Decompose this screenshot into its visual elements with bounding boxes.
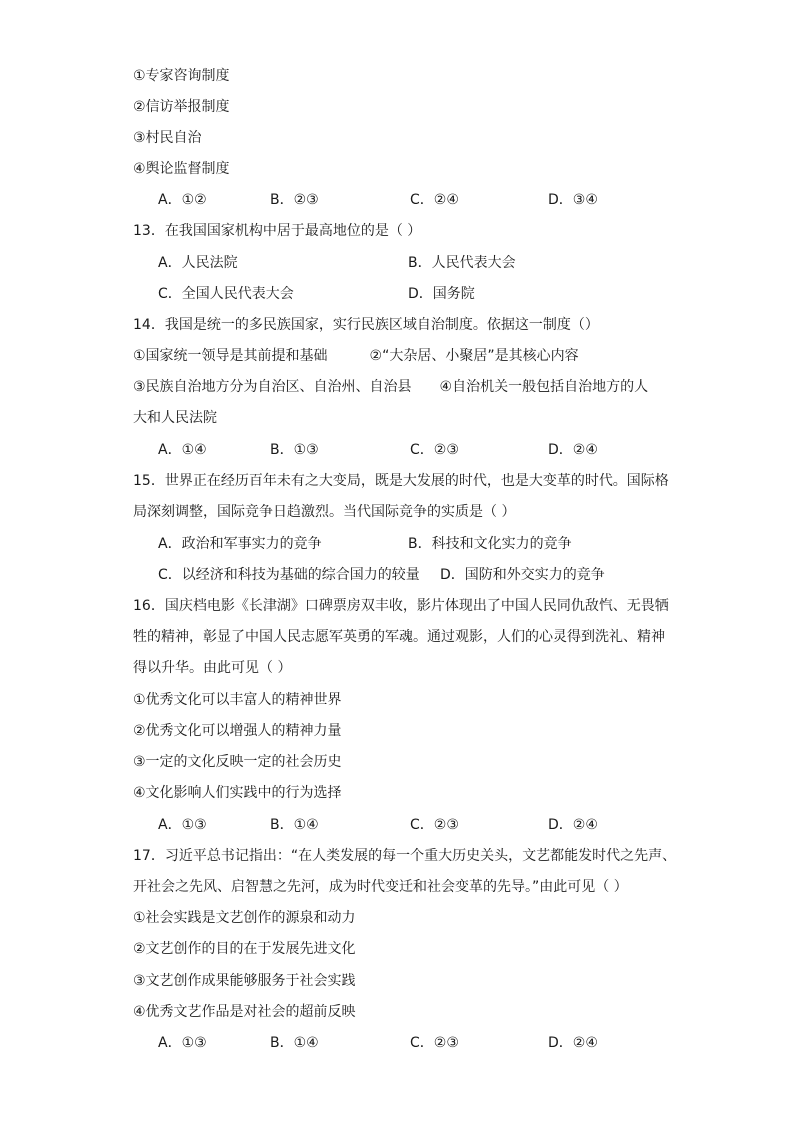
q12-choice-b: B．②③ (270, 192, 319, 208)
q13-choice-c: C．全国人民代表大会 (158, 286, 294, 302)
q14-choice-b: B．①③ (270, 442, 319, 458)
q14-choice-c: C．②③ (410, 442, 459, 458)
q15-choice-d: D．国防和外交实力的竞争 (440, 567, 605, 583)
q14-option-line-1: ①国家统一领导是其前提和基础 ②“大杂居、小聚居”是其核心内容 (133, 348, 579, 364)
q15-choice-a: A．政治和军事实力的竞争 (158, 536, 322, 552)
q17-stem-line-1: 17．习近平总书记指出：“在人类发展的每一个重大历史关头，文艺都能发时代之先声、 (133, 848, 677, 864)
q13-choice-d: D．国务院 (408, 286, 475, 302)
q15-stem-line-2: 局深刻调整，国际竞争日趋激烈。当代国际竞争的实质是（ ） (133, 504, 516, 520)
q16-choice-b: B．①④ (270, 817, 319, 833)
q17-option-3: ③文艺创作成果能够服务于社会实践 (133, 973, 356, 989)
q12-choice-d: D．③④ (548, 192, 598, 208)
q16-choice-c: C．②③ (410, 817, 459, 833)
q15-stem-line-1: 15．世界正在经历百年未有之大变局，既是大发展的时代，也是大变革的时代。国际格 (133, 473, 669, 489)
q12-option-2: ②信访举报制度 (133, 99, 230, 115)
q12-choice-c: C．②④ (410, 192, 459, 208)
q12-option-1: ①专家咨询制度 (133, 68, 230, 84)
q13-choice-b: B．人民代表大会 (408, 255, 516, 271)
q17-option-1: ①社会实践是文艺创作的源泉和动力 (133, 910, 356, 926)
q17-choice-a: A．①③ (158, 1035, 207, 1051)
q12-option-3: ③村民自治 (133, 130, 202, 146)
q14-stem: 14．我国是统一的多民族国家，实行民族区域自治制度。依据这一制度（） (133, 317, 599, 333)
q17-choice-c: C．②③ (410, 1035, 459, 1051)
q16-option-3: ③一定的文化反映一定的社会历史 (133, 754, 342, 770)
q17-option-2: ②文艺创作的目的在于发展先进文化 (133, 941, 356, 957)
q15-choice-b: B．科技和文化实力的竞争 (408, 536, 572, 552)
q16-option-4: ④文化影响人们实践中的行为选择 (133, 785, 342, 801)
q14-option-line-2: ③民族自治地方分为自治区、自治州、自治县 ④自治机关一般包括自治地方的人 (133, 379, 649, 395)
q17-choice-d: D．②④ (548, 1035, 598, 1051)
q15-choice-c: C．以经济和科技为基础的综合国力的较量 (158, 567, 420, 583)
q14-choice-a: A．①④ (158, 442, 207, 458)
q12-option-4: ④舆论监督制度 (133, 161, 230, 177)
q17-option-4: ④优秀文艺作品是对社会的超前反映 (133, 1004, 356, 1020)
q17-choice-b: B．①④ (270, 1035, 319, 1051)
q16-choice-a: A．①③ (158, 817, 207, 833)
q16-choice-d: D．②④ (548, 817, 598, 833)
q16-stem-line-3: 得以升华。由此可见（ ） (133, 660, 292, 676)
q13-choice-a: A．人民法院 (158, 255, 238, 271)
q16-stem-line-2: 牲的精神，彰显了中国人民志愿军英勇的军魂。通过观影，人们的心灵得到洗礼、精神 (133, 629, 665, 645)
q14-option-line-3: 大和人民法院 (133, 410, 217, 426)
q16-option-1: ①优秀文化可以丰富人的精神世界 (133, 692, 342, 708)
q17-stem-line-2: 开社会之先风、启智慧之先河，成为时代变迁和社会变革的先导。”由此可见（ ） (133, 879, 628, 895)
q14-choice-d: D．②④ (548, 442, 598, 458)
q13-stem: 13．在我国国家机构中居于最高地位的是（ ） (133, 223, 422, 239)
q16-stem-line-1: 16．国庆档电影《长津湖》口碑票房双丰收，影片体现出了中国人民同仇敌忾、无畏牺 (133, 598, 669, 614)
q12-choice-a: A．①② (158, 192, 207, 208)
q16-option-2: ②优秀文化可以增强人的精神力量 (133, 723, 342, 739)
